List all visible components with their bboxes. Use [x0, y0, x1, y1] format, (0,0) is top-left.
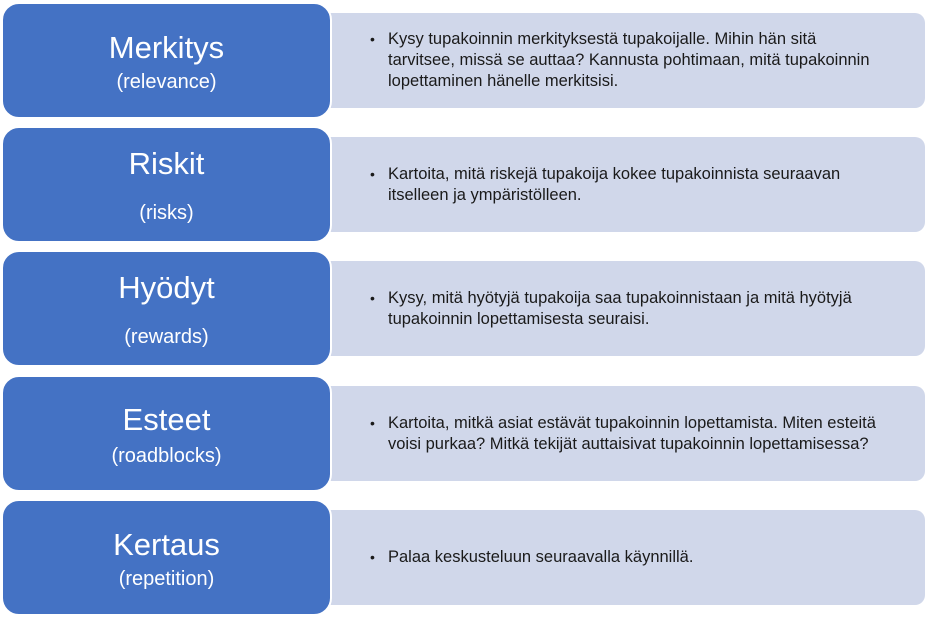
description-box: [320, 13, 925, 108]
description-text: Kartoita, mitä riskejä tupakoija kokee tupakoinnista seuraavan itselleen ja ympäristölleen.: [388, 164, 841, 204]
bullet: •: [370, 414, 375, 431]
description-box: [320, 137, 925, 232]
label-box: [1, 2, 332, 119]
label-title: Riskit: [128, 146, 205, 181]
label-subtitle: (repetition): [118, 568, 215, 590]
row-hyodyt: [0, 250, 926, 367]
row-merkitys: [0, 2, 926, 119]
bullet: •: [370, 165, 375, 182]
bullet: •: [370, 289, 375, 306]
label-subtitle: (relevance): [116, 71, 217, 93]
label-title: Kertaus: [113, 527, 220, 562]
label-subtitle: (roadblocks): [111, 445, 222, 467]
description-item: [370, 413, 885, 455]
label-subtitle: (risks): [139, 202, 194, 224]
row-riskit: [0, 126, 926, 243]
description-item: [370, 29, 885, 92]
label-title: Merkitys: [108, 30, 225, 65]
row-kertaus: [0, 499, 926, 616]
bullet: •: [370, 549, 375, 565]
row-esteet: [0, 375, 926, 492]
bullet: •: [370, 31, 375, 47]
description-text: Kysy, mitä hyötyjä tupakoija saa tupakoinnistaan ja mitä hyötyjä tupakoinnin lopettamisesta seuraisi.: [388, 288, 852, 328]
description-box: [320, 386, 925, 481]
label-box: [1, 250, 332, 367]
description-box: [320, 261, 925, 356]
description-item: [370, 547, 693, 568]
description-text: Kartoita, mitkä asiat estävät tupakoinnin lopettamista. Miten esteitä voisi purkaa? Mitkä tekijät auttaisivat tupakoinnin lopettamisessa?: [388, 413, 876, 453]
description-text: Kysy tupakoinnin merkityksestä tupakoijalle. Mihin hän sitä tarvitsee, missä se auttaa? Kannusta pohtimaan, mitä tupakoinnin lopettaminen hänelle merkitsisi.: [388, 30, 870, 90]
description-box: [320, 510, 925, 605]
label-box: [1, 126, 332, 243]
label-title: Hyödyt: [118, 270, 215, 305]
label-title: Esteet: [122, 402, 211, 437]
label-subtitle: (rewards): [124, 326, 209, 348]
label-box: [1, 499, 332, 616]
description-item: [370, 288, 885, 330]
description-text: Palaa keskusteluun seuraavalla käynnillä.: [388, 548, 694, 566]
description-item: [370, 164, 885, 206]
label-box: [1, 375, 332, 492]
